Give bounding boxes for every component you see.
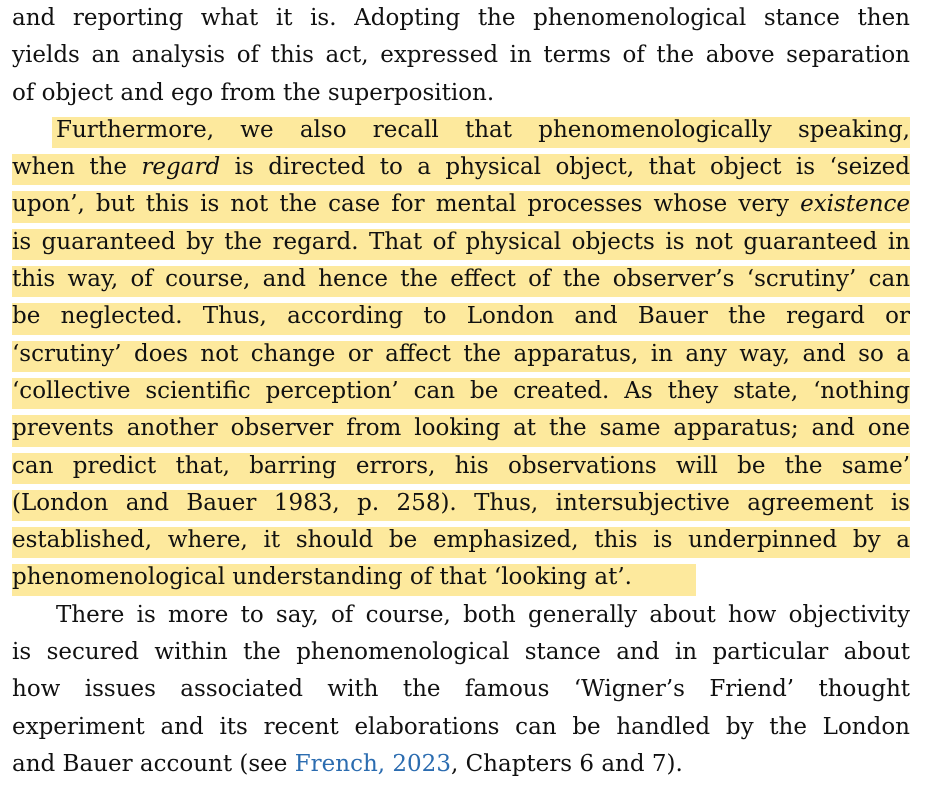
emphasis-regard: regard xyxy=(141,154,221,181)
highlighted-text-line[interactable]: Furthermore, we also recall that phenomenologically speaking, xyxy=(12,112,910,149)
text-line: There is more to say, of course, both generally about how objectivity xyxy=(56,601,910,628)
highlighted-text-line[interactable]: ‘collective scientific perception’ can be created. As they state, ‘nothing xyxy=(12,373,910,410)
highlighted-text-line[interactable]: be neglected. Thus, according to London and Bauer the regard or xyxy=(12,298,910,335)
highlighted-text-line[interactable]: ‘scrutiny’ does not change or affect the apparatus, in any way, and so a xyxy=(12,336,910,373)
text-line: yields an analysis of this act, expressed in terms of the above separation xyxy=(12,42,910,69)
text-line: how issues associated with the famous ‘Wigner’s Friend’ thought xyxy=(12,676,910,703)
text-line: experiment and its recent elaborations can be handled by the London xyxy=(12,713,910,740)
highlighted-text-line[interactable]: (London and Bauer 1983, p. 258). Thus, intersubjective agreement is xyxy=(12,485,910,522)
citation-link-french-2023[interactable]: French, 2023 xyxy=(294,750,451,777)
highlighted-text-line[interactable]: established, where, it should be emphasized, this is underpinned by a xyxy=(12,522,910,559)
text-line: of object and ego from the superposition. xyxy=(12,79,495,106)
emphasis-existence: existence xyxy=(800,191,910,218)
highlighted-text-line[interactable]: phenomenological understanding of that ‘looking at’. xyxy=(12,559,910,596)
highlighted-text-line[interactable]: is guaranteed by the regard. That of physical objects is not guaranteed in xyxy=(12,224,910,261)
highlighted-text-line[interactable]: when the regard is directed to a physical object, that object is ‘seized xyxy=(12,149,910,186)
text-line: and reporting what it is. Adopting the phenomenological stance then xyxy=(12,5,910,31)
text-line: and Bauer account (see French, 2023, Chapters 6 and 7). xyxy=(12,750,683,777)
highlighted-text-line[interactable]: can predict that, barring errors, his observations will be the same’ xyxy=(12,448,910,485)
highlighted-text-line[interactable]: prevents another observer from looking at the same apparatus; and one xyxy=(12,410,910,447)
highlighted-text-line[interactable]: this way, of course, and hence the effect of the observer’s ‘scrutiny’ can xyxy=(12,261,910,298)
text-line: is secured within the phenomenological stance and in particular about xyxy=(12,639,910,666)
highlighted-text-line[interactable]: upon’, but this is not the case for mental processes whose very existence xyxy=(12,186,910,223)
article-body xyxy=(12,0,910,783)
